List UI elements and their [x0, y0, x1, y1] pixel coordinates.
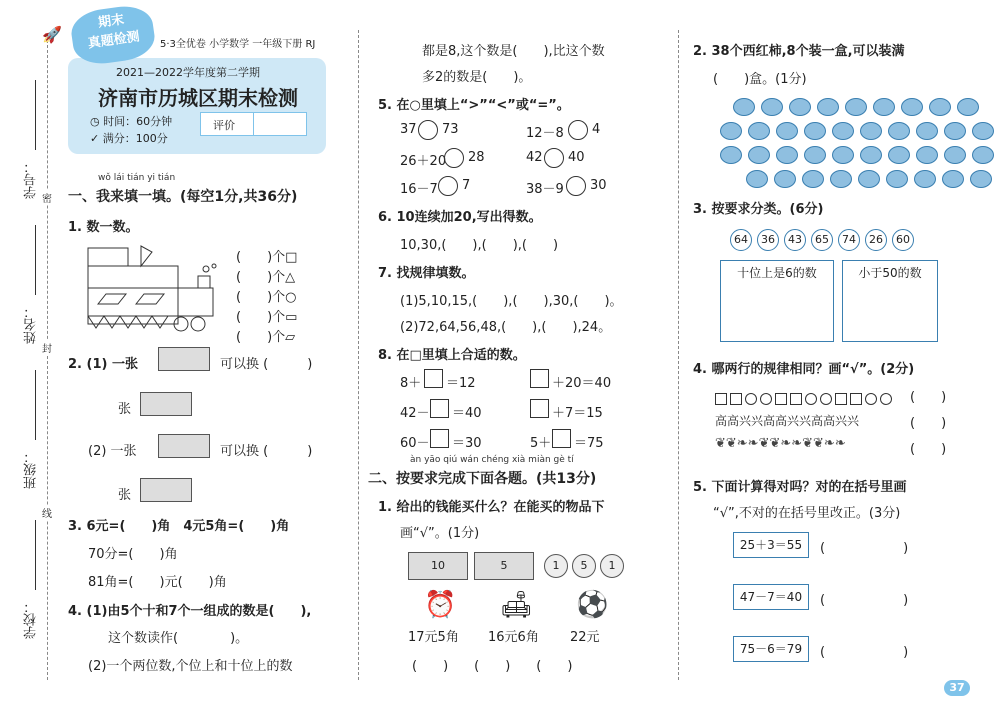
- tomato-icon: [748, 122, 770, 140]
- tomato-icon: [802, 170, 824, 188]
- rocket-icon: 🚀: [42, 25, 62, 44]
- pattern-row-3: [715, 436, 846, 451]
- leaf-icon: ❦❦❧❧❦❦❧❧❦❦❧❧: [715, 436, 846, 451]
- banknote-20-icon: [158, 347, 210, 371]
- tomatoes-row-1: [733, 98, 985, 120]
- q5-r3-b: 7: [462, 178, 471, 193]
- column-divider-1: [358, 30, 359, 680]
- underline-xingming: [35, 225, 36, 295]
- number-card: 26: [865, 229, 887, 251]
- tomato-icon: [746, 170, 768, 188]
- circle-icon: [880, 393, 892, 405]
- number-card: 64: [730, 229, 752, 251]
- q8-r3-d: ＝75: [574, 436, 604, 451]
- square-icon: [715, 393, 727, 405]
- calc-2-paren[interactable]: ( ): [820, 593, 909, 608]
- banknote-10-icon-2: 10: [408, 552, 468, 580]
- q4-cont-line2: 多2的数是( )。: [422, 70, 532, 85]
- q8-r1-box-left[interactable]: [424, 369, 443, 388]
- tomato-icon: [886, 170, 908, 188]
- train-figure: [86, 244, 226, 332]
- q8-label: 8. 在□里填上合适的数。: [378, 348, 526, 363]
- q1-row-2: ( )个△: [236, 270, 296, 285]
- tomato-icon: [916, 146, 938, 164]
- binding-line: [47, 40, 48, 680]
- q2b-zhang: 张: [118, 488, 132, 503]
- q2b-label: (2) 一张: [88, 444, 137, 459]
- label-banji: 班级：: [24, 450, 39, 489]
- q8-r3-a: 60－: [400, 436, 430, 451]
- q1-row-1: ( )个□: [236, 250, 298, 265]
- tomato-icon: [748, 146, 770, 164]
- purchase-checks[interactable]: ( ) ( ) ( ): [412, 659, 573, 674]
- score-text: 满分：100分: [102, 132, 168, 145]
- q8-r3-box-right[interactable]: [552, 429, 571, 448]
- pattern-row-3-paren[interactable]: ( ): [910, 442, 947, 457]
- underline-banji: [35, 370, 36, 440]
- tomato-icon: [804, 122, 826, 140]
- series-label: 5·3全优卷 小学数学 一年级下册 RJ: [160, 39, 316, 50]
- banknote-10-icon: [158, 434, 210, 458]
- sort-box-tens-6-label: 十位上是6的数: [737, 266, 817, 280]
- underline-xuehao: [35, 80, 36, 150]
- q1-row-5: ( )个▱: [236, 330, 296, 345]
- q5-r3-circle-left[interactable]: [438, 176, 458, 196]
- section2-pinyin: àn yāo qiú wán chéng xià miàn gè tí: [410, 455, 574, 465]
- eval-divider: [253, 113, 254, 135]
- q8-r3-c: 5＋: [530, 436, 552, 451]
- q5-r3-c: 38－9: [526, 182, 564, 197]
- q8-r2-d: ＋7＝15: [552, 406, 603, 421]
- q2b-tail: 可以换 ( ): [220, 444, 313, 459]
- tomato-icon: [845, 98, 867, 116]
- badge-line2: 真题检测: [86, 29, 141, 52]
- q5-r3-d: 30: [590, 178, 607, 193]
- tomato-icon: [720, 122, 742, 140]
- q5-r2-d: 40: [568, 150, 585, 165]
- pattern-row-1: [715, 388, 895, 407]
- tomato-icon: [914, 170, 936, 188]
- tomato-icon: [776, 146, 798, 164]
- sort-box-less-50[interactable]: [842, 260, 938, 342]
- q8-r3-b: ＝30: [452, 436, 482, 451]
- tomato-icon: [942, 170, 964, 188]
- q2a-label: 2. (1) 一张: [68, 357, 138, 372]
- tomato-icon: [789, 98, 811, 116]
- q7-label: 7. 找规律填数。: [378, 266, 475, 281]
- section1-pinyin: wǒ lái tián yi tián: [98, 173, 176, 183]
- calc-card-3: 75－6＝79: [733, 636, 809, 662]
- square-icon: [835, 393, 847, 405]
- time-text: 时间：60分钟: [103, 115, 173, 128]
- ball-icon: ⚽: [576, 590, 609, 620]
- circle-icon: [805, 393, 817, 405]
- check-icon: ✓: [90, 132, 103, 145]
- pattern-row-2-paren[interactable]: ( ): [910, 416, 947, 431]
- clock-icon: ◷: [90, 115, 104, 128]
- circle-icon: [760, 393, 772, 405]
- badge-line1: 期末: [97, 12, 126, 31]
- label-xuehao: 学号：: [24, 160, 39, 199]
- q1-row-3: ( )个○: [236, 290, 297, 305]
- q4-cont-line1: 都是8,这个数是( ),比这个数: [422, 44, 605, 59]
- q2a-tail: 可以换 ( ): [220, 357, 313, 372]
- pattern-row-2: 高高兴兴高高兴兴高高兴兴: [715, 414, 860, 428]
- score-label: [90, 130, 168, 146]
- q8-r3-box-left[interactable]: [430, 429, 449, 448]
- tomato-icon: [761, 98, 783, 116]
- q5-r2-b: 28: [468, 150, 485, 165]
- eval-box[interactable]: [200, 112, 307, 136]
- coin-1-icon-2: 1: [600, 554, 624, 578]
- c3q3-label: 3. 按要求分类。(6分): [693, 202, 824, 217]
- tomato-icon: [944, 146, 966, 164]
- tomato-icon: [830, 170, 852, 188]
- tomato-icon: [957, 98, 979, 116]
- tomato-icon: [832, 146, 854, 164]
- square-icon: [790, 393, 802, 405]
- number-card: 36: [757, 229, 779, 251]
- q8-r1-a: 8＋: [400, 376, 422, 391]
- calc-card-2: 47－7＝40: [733, 584, 809, 610]
- seal-mi: 密: [42, 190, 52, 205]
- tomato-icon: [916, 122, 938, 140]
- term-label: 2021—2022学年度第二学期: [116, 66, 260, 79]
- number-card: 74: [838, 229, 860, 251]
- number-card: 43: [784, 229, 806, 251]
- q1-row-4: ( )个▭: [236, 310, 298, 325]
- tomato-icon: [929, 98, 951, 116]
- q5-r3-a: 16－7: [400, 182, 438, 197]
- tomato-icon: [901, 98, 923, 116]
- price-2: 16元6角: [488, 630, 539, 645]
- underline-xuexiao: [35, 520, 36, 590]
- square-icon: [775, 393, 787, 405]
- tomato-icon: [888, 122, 910, 140]
- tomato-icon: [972, 122, 994, 140]
- q5-r3-circle-right[interactable]: [566, 176, 586, 196]
- calc-card-1: 25＋3＝55: [733, 532, 809, 558]
- banknote-1-icon: [140, 478, 192, 502]
- q5-r1-c: 12－8: [526, 126, 564, 141]
- number-card: 65: [811, 229, 833, 251]
- q4-line2: 这个数读作( )。: [108, 631, 249, 646]
- q8-r1-box-right[interactable]: [530, 369, 549, 388]
- q5-r1-b: 73: [442, 122, 459, 137]
- q5-r2-a: 26＋20: [400, 154, 447, 169]
- q5-label: 5. 在○里填上“>”“<”或“=”。: [378, 98, 570, 113]
- circle-icon: [745, 393, 757, 405]
- tomatoes-row-3: [720, 146, 1000, 168]
- c3q5-line2: “√”,不对的在括号里改正。(3分): [713, 506, 901, 521]
- banknote-5-icon: [140, 392, 192, 416]
- q3-line1: 3. 6元=( )角 4元5角=( )角: [68, 519, 290, 534]
- tomato-icon: [804, 146, 826, 164]
- sort-box-tens-6[interactable]: [720, 260, 834, 342]
- q5-r2-circle-left[interactable]: [444, 148, 464, 168]
- eval-label: 评价: [213, 119, 235, 132]
- calc-1-paren[interactable]: ( ): [820, 541, 909, 556]
- c3q2-line2: ( )盒。(1分): [713, 72, 807, 87]
- seal-xian: 线: [42, 505, 52, 520]
- coin-5-icon: 5: [572, 554, 596, 578]
- q3-line3: 81角=( )元( )角: [88, 575, 227, 590]
- q6-answer: 10,30,( ),( ),( ): [400, 238, 559, 253]
- page-number: 37: [944, 680, 970, 696]
- s2q1-line1: 1. 给出的钱能买什么？在能买的物品下: [378, 500, 605, 515]
- c3q2-line1: 2. 38个西红柿,8个装一盒,可以装满: [693, 44, 905, 59]
- c3q5-line1: 5. 下面计算得对吗？对的在括号里画: [693, 480, 907, 495]
- tomato-icon: [972, 146, 994, 164]
- square-icon: [850, 393, 862, 405]
- lamp-icon: 🛋: [500, 590, 534, 620]
- number-card: 60: [892, 229, 914, 251]
- price-1: 17元5角: [408, 630, 459, 645]
- q5-r1-circle-right[interactable]: [568, 120, 588, 140]
- coin-1-icon: 1: [544, 554, 568, 578]
- tomato-icon: [774, 170, 796, 188]
- sort-box-less-50-label: 小于50的数: [858, 266, 922, 280]
- tomato-icon: [858, 170, 880, 188]
- pattern-row-1-paren[interactable]: ( ): [910, 390, 947, 405]
- q5-r2-c: 42: [526, 150, 543, 165]
- circle-icon: [865, 393, 877, 405]
- q5-r1-circle-left[interactable]: [418, 120, 438, 140]
- tomato-icon: [860, 146, 882, 164]
- q8-r1-b: ＝12: [446, 376, 476, 391]
- banknote-5-icon-2: 5: [474, 552, 534, 580]
- tomato-icon: [720, 146, 742, 164]
- alarm-clock-icon: ⏰: [424, 590, 457, 620]
- q8-r2-box-right[interactable]: [530, 399, 549, 418]
- q8-r2-a: 42－: [400, 406, 430, 421]
- q8-r2-box-left[interactable]: [430, 399, 449, 418]
- q4-line1: 4. (1)由5个十和7个一组成的数是( ),: [68, 604, 312, 619]
- tomato-icon: [970, 170, 992, 188]
- q6-label: 6. 10连续加20,写出得数。: [378, 210, 542, 225]
- label-xingming: 姓名：: [24, 305, 39, 344]
- tomato-icon: [888, 146, 910, 164]
- tomatoes-row-2: [720, 122, 1000, 144]
- section1-title: 一、我来填一填。(每空1分,共36分): [68, 189, 298, 205]
- q5-r2-circle-right[interactable]: [544, 148, 564, 168]
- tomato-icon: [873, 98, 895, 116]
- q8-r2-b: ＝40: [452, 406, 482, 421]
- column-divider-2: [678, 30, 679, 680]
- q2a-zhang: 张: [118, 402, 132, 417]
- label-xuexiao: 学校：: [24, 600, 39, 639]
- price-3: 22元: [570, 630, 600, 645]
- time-label: [90, 113, 172, 129]
- tomato-icon: [733, 98, 755, 116]
- q1-label: 1. 数一数。: [68, 220, 139, 235]
- tomato-icon: [817, 98, 839, 116]
- tomato-icon: [832, 122, 854, 140]
- q5-r1-a: 37: [400, 122, 417, 137]
- q5-r1-d: 4: [592, 122, 601, 137]
- number-cards: [730, 228, 919, 251]
- q4-line3: (2)一个两位数,个位上和十位上的数: [88, 659, 293, 674]
- s2q1-line2: 画“√”。(1分): [400, 526, 480, 541]
- tomato-icon: [944, 122, 966, 140]
- section2-title: 二、按要求完成下面各题。(共13分): [368, 471, 597, 487]
- square-icon: [730, 393, 742, 405]
- tomato-icon: [776, 122, 798, 140]
- c3q4-label: 4. 哪两行的规律相同？画“√”。(2分): [693, 362, 915, 377]
- q7-line1: (1)5,10,15,( ),( ),30,( )。: [400, 294, 623, 309]
- q3-line2: 70分=( )角: [88, 547, 178, 562]
- q8-r1-d: ＋20＝40: [552, 376, 612, 391]
- tomatoes-row-4: [746, 170, 998, 192]
- q7-line2: (2)72,64,56,48,( ),( ),24。: [400, 320, 612, 335]
- page-title: 济南市历城区期末检测: [98, 86, 298, 110]
- seal-feng: 封: [42, 340, 52, 355]
- calc-3-paren[interactable]: ( ): [820, 645, 909, 660]
- circle-icon: [820, 393, 832, 405]
- tomato-icon: [860, 122, 882, 140]
